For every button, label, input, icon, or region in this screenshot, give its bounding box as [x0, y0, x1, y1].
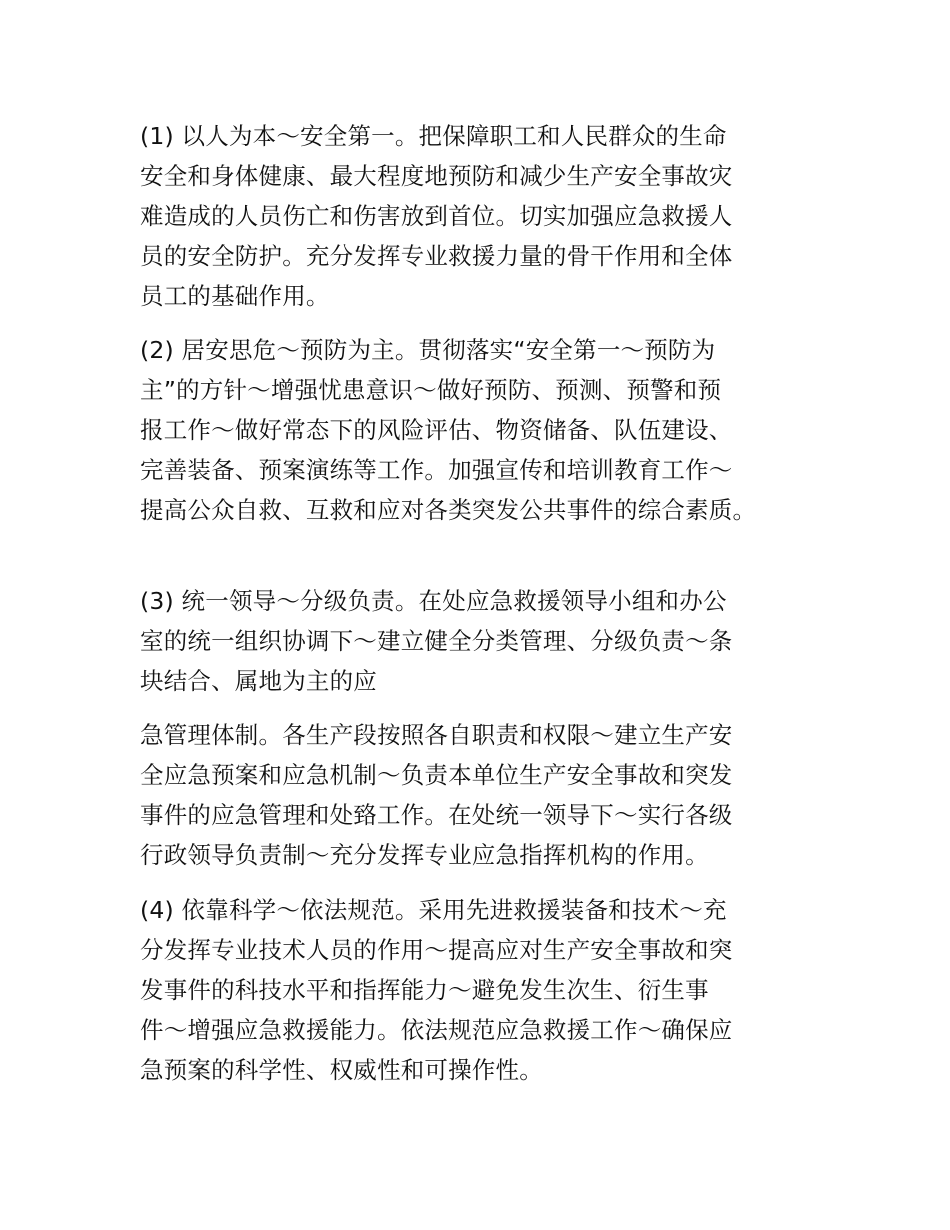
text-line: 分发挥专业技术人员的作用～提高应对生产安全事故和突 [140, 936, 733, 964]
paragraph-principle-1 [140, 116, 830, 316]
paragraph-principle-3-start [140, 581, 830, 701]
text-line: 事件的应急管理和处臵工作。在处统一领导下～实行各级 [140, 801, 733, 829]
text-line: (1) 以人为本～安全第一。把保障职工和人民群众的生命 [140, 122, 727, 150]
paragraph-principle-4 [140, 890, 830, 1090]
text-line: 员的安全防护。充分发挥专业救援力量的骨干作用和全体 [140, 242, 733, 270]
text-line: 行政领导负责制～充分发挥专业应急指挥机构的作用。 [140, 841, 709, 869]
text-line: 急管理体制。各生产段按照各自职责和权限～建立生产安 [140, 721, 733, 749]
text-line: 发事件的科技水平和指挥能力～避免发生次生、衍生事 [140, 976, 709, 1004]
text-line: 件～增强应急救援能力。依法规范应急救援工作～确保应 [140, 1016, 733, 1044]
text-line: 提高公众自救、互救和应对各类突发公共事件的综合素质。 [140, 496, 757, 524]
text-line: 完善装备、预案演练等工作。加强宣传和培训教育工作～ [140, 456, 733, 484]
text-line: (3) 统一领导～分级负责。在处应急救援领导小组和办公 [140, 587, 727, 615]
text-line: 室的统一组织协调下～建立健全分类管理、分级负责～条 [140, 627, 733, 655]
text-line: 全应急预案和应急机制～负责本单位生产安全事故和突发 [140, 761, 733, 789]
text-line: (4) 依靠科学～依法规范。采用先进救援装备和技术～充 [140, 896, 727, 924]
text-line: (2) 居安思危～预防为主。贯彻落实“安全第一～预防为 [140, 336, 716, 364]
text-line: 安全和身体健康、最大程度地预防和减少生产安全事故灾 [140, 162, 733, 190]
text-line: 难造成的人员伤亡和伤害放到首位。切实加强应急救援人 [140, 202, 733, 230]
text-line: 报工作～做好常态下的风险评估、物资储备、队伍建设、 [140, 416, 733, 444]
text-line: 块结合、属地为主的应 [140, 667, 377, 695]
text-line: 员工的基础作用。 [140, 282, 330, 310]
paragraph-principle-3-continued [140, 715, 830, 875]
text-line: 急预案的科学性、权威性和可操作性。 [140, 1056, 543, 1084]
text-line: 主”的方针～增强忧患意识～做好预防、预测、预警和预 [140, 376, 722, 404]
paragraph-principle-2 [140, 330, 830, 530]
